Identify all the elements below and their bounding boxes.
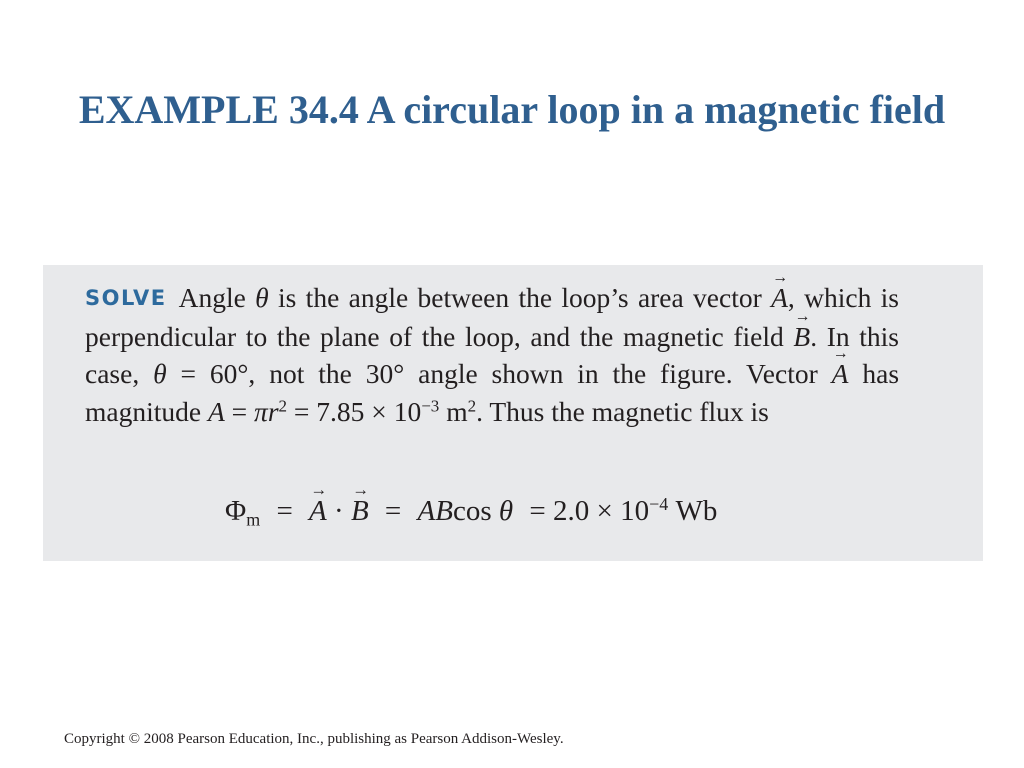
area-symbol: A [207,395,225,427]
solve-heading: SOLVE [85,286,167,310]
field-vector-symbol: → B [351,491,369,531]
slide-title: EXAMPLE 34.4 A circular loop in a magnetic field [78,87,946,132]
field-vector-symbol: → B [793,318,810,356]
copyright-notice: Copyright © 2008 Pearson Education, Inc., publishing as Pearson Addison-Wesley. [64,731,564,747]
solution-text: , which is perpendicular to the plane of the loop, and the magnetic field [85,282,900,352]
area-vector-symbol: → A [771,279,788,317]
solution-text: . In this case, [85,320,900,390]
theta-symbol: θ [255,282,269,313]
solution-text: is the angle between the loop’s area vector [278,282,762,313]
theta-symbol: θ [498,495,514,527]
cos-function: cos [452,495,492,527]
exponent: 2 [467,396,477,416]
dot-operator: · [334,495,344,527]
solution-text: Angle [178,282,246,313]
exponent: −3 [421,396,440,416]
phi-symbol: Φ [225,495,247,527]
equals-sign: = [276,495,293,527]
solution-text: = 60°, not the 30° angle shown in the figure. Vector [180,358,818,390]
unit-meter: m [446,395,468,427]
equals-sign: = [384,495,402,527]
solution-text: . Thus the magnetic flux is [476,395,769,427]
exponent: 2 [278,396,288,416]
pi-symbol: π [254,395,268,427]
solution-panel [43,265,983,561]
flux-equation [225,491,717,531]
radius-symbol: r [267,395,279,427]
theta-symbol: θ [153,358,167,390]
ab-product: AB [417,495,453,527]
solution-paragraph [85,279,899,430]
area-vector-symbol: → A [832,355,849,393]
solution-text: has magnitude [85,358,900,427]
exponent: −4 [649,494,669,515]
equals-sign: = [231,395,248,427]
flux-value: = 2.0 × 10 [529,495,650,527]
unit-weber: Wb [675,495,718,527]
subscript: m [246,509,261,530]
area-value: = 7.85 × 10 [293,395,422,427]
area-vector-symbol: → A [309,491,327,531]
